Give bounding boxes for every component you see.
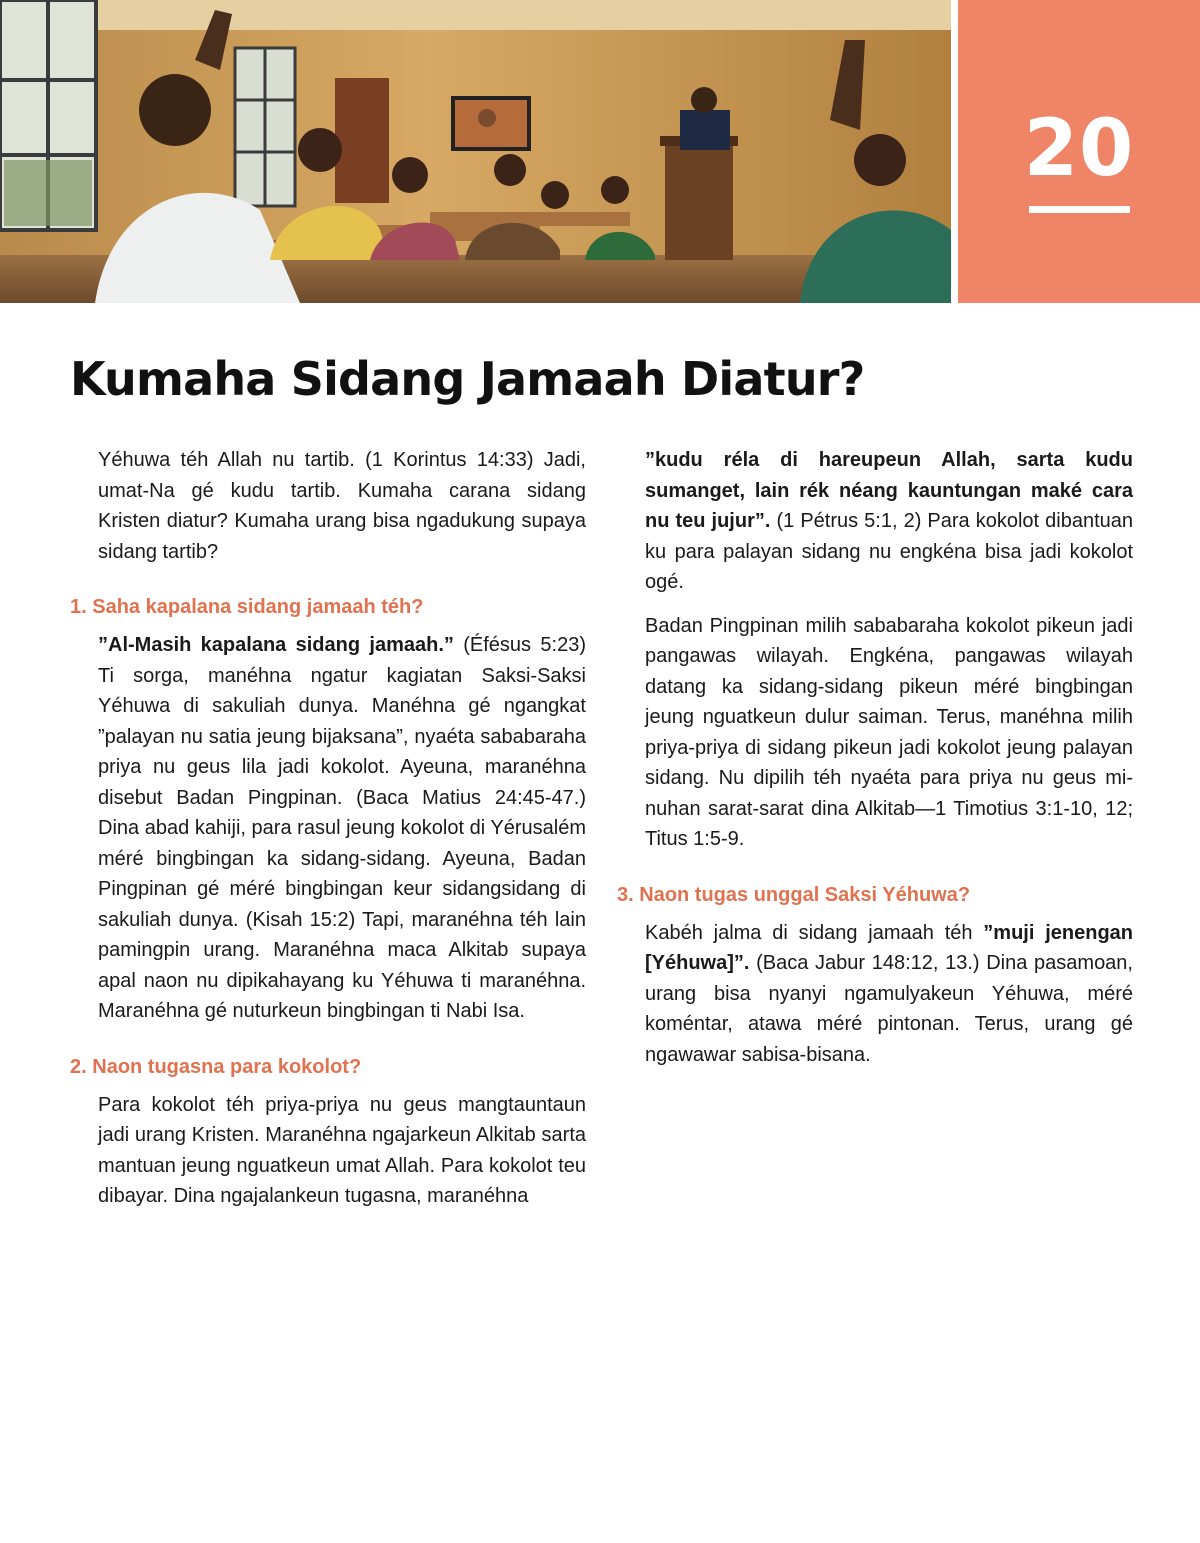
- answer-3-paragraph: [645, 918, 1133, 1071]
- right-column: [617, 445, 1134, 1083]
- left-column: [70, 445, 586, 1225]
- header-photo: [0, 0, 951, 303]
- question-3-text: Naon tugas unggal Saksi Yéhuwa?: [639, 883, 971, 906]
- question-3-heading: [617, 881, 1133, 909]
- question-1-text: Saha kapalana sidang jamaah téh?: [92, 596, 424, 618]
- answer-1-quote: ”Al-Masih kapalana sidang jamaah.”: [98, 634, 454, 656]
- intro-paragraph: Yéhuwa téh Allah nu tartib. (1 Korintus 14:33) Jadi, umat-Na gé kudu tartib. Kumaha carana sidang Kristen diatur? Kumaha urang bisa ngadukung supaya sidang tartib?: [98, 449, 586, 563]
- answer-1-text: (Éfésus 5:23) Ti sorga, manéhna ngatur kagiatan Saksi-Saksi Yéhuwa di sakuliah dunya. Manéhna gé ngangkat ”palayan nu satia jeung bijaksana”, nyaéta sababaraha priya nu geus lila jadi kokolot. Ayeuna, maranéhna disebut Badan Pingpinan. (Baca Matius 24:45-47.) Dina abad kahiji, para rasul jeung kokolot di Yérusalém méré bingbingan ka sidang-sidang. Ayeuna, Badan Pingpinan gé méré bingbingan keur sidangsidang di sakuliah dunya. (Kisah 15:2) Tapi, maranéhna téh lain pamingpin urang. Maranéhna maca Alkitab supaya apal naon nu dipikahayang ku Yéhuwa ti maranéhna. Maranéhna gé nuturkeun bingbingan ti Nabi Isa.: [98, 634, 586, 1022]
- answer-2-paragraph-continued: [645, 445, 1133, 598]
- answer-3-quote: ”muji jenengan [Yéhuwa]”.: [645, 921, 1133, 974]
- answer-3-text-b: (Baca Jabur 148:12, 13.) Dina pasamoan, urang bisa nyanyi ngamulyakeun Yéhuwa, méré koméntar, atawa méré pintonan. Terus, urang gé ngawawar sabisa-bisana.: [645, 952, 1133, 1066]
- answer-2-text-b: (1 Pétrus 5:1, 2) Para kokolot dibantuan ku para palayan sidang nu engkéna bisa jadi kokolot ogé.: [645, 510, 1134, 593]
- question-1-heading: [70, 593, 586, 621]
- answer-2-paragraph-2: Badan Pingpinan milih sababaraha kokolot pikeun jadi pangawas wilayah. Engkéna, pangawas wilayah datang ka sidang-sidang pikeun méré bingbingan jeung nguatkeun dulur saiman. Terus, manéhna milih priya-priya di sidang pikeun jadi kokolot jeung palayan sidang. Nu dipilih téh nyaéta para priya nu geus minuhan sarat-sarat dina Alkitab—1 Timotius 3:1-10, 12; Titus 1:5-9.: [645, 614, 1133, 850]
- lesson-number-box: [958, 0, 1200, 303]
- question-3-number: 3.: [617, 883, 634, 906]
- question-2-heading: [70, 1053, 586, 1081]
- question-1-number: 1.: [70, 596, 87, 618]
- lesson-number: 20: [1023, 104, 1135, 194]
- answer-1-paragraph: [98, 630, 586, 1027]
- answer-2-paragraph-start: Para kokolot téh priya-priya nu geus mangtauntaun jadi urang Kristen. Maranéhna ngajarkeun Alkitab sarta mantuan jeung nguatkeun umat Allah. Para kokolot teu dibayar. Dina ngajalankeun tugasna, maranéhna: [98, 1093, 586, 1207]
- lesson-number-underline: [1029, 206, 1130, 213]
- page-title: Kumaha Sidang Jamaah Diatur?: [70, 352, 865, 406]
- question-2-text: Naon tugasna para kokolot?: [92, 1055, 362, 1078]
- question-2-number: 2.: [70, 1055, 87, 1078]
- answer-2-quote: ”kudu réla di hareupeun Allah, sarta kudu sumanget, lain rék néang kauntungan maké cara nu teu jujur”.: [645, 449, 1133, 532]
- congregation-meeting-photo: [0, 0, 951, 303]
- answer-3-text-a: Kabéh jalma di sidang jamaah téh: [645, 921, 984, 944]
